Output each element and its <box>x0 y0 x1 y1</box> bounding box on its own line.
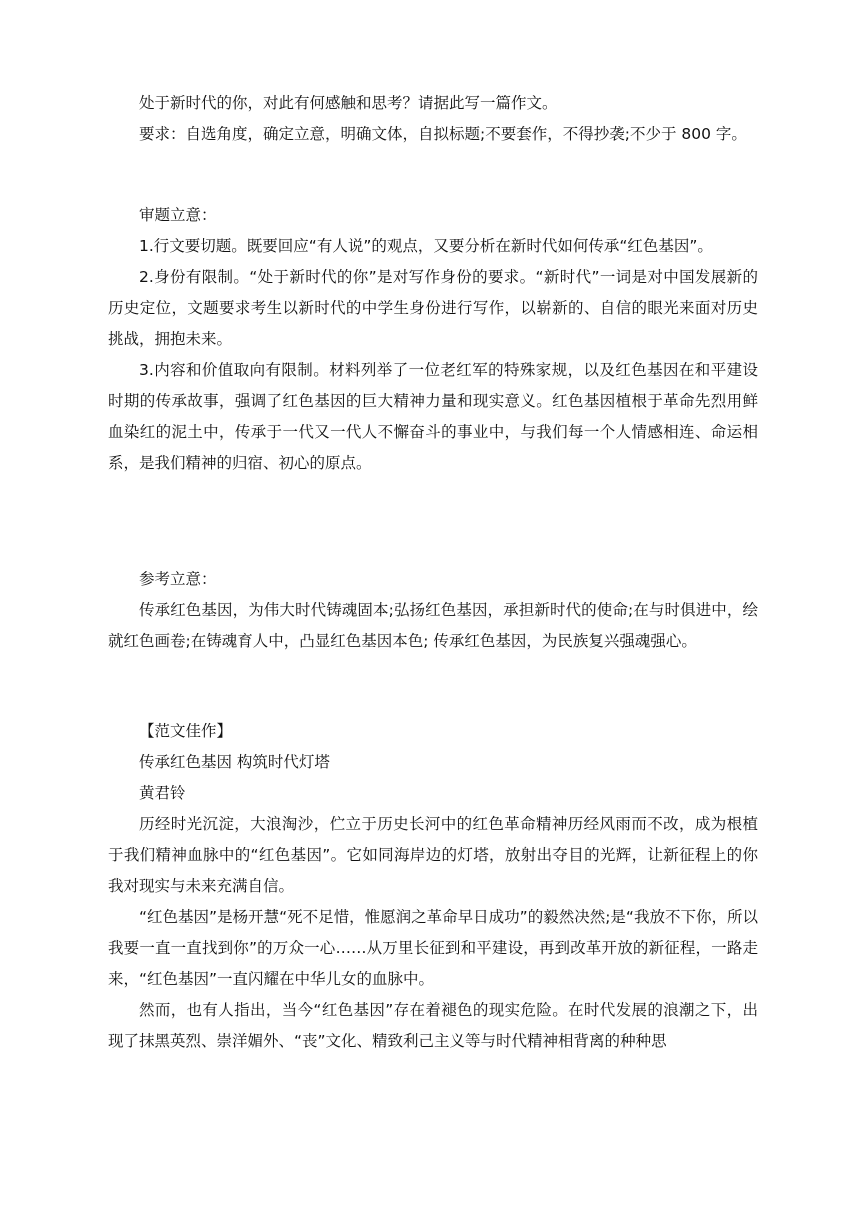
reference-heading: 参考立意： <box>139 570 217 588</box>
reference-block <box>108 564 758 657</box>
analysis-point-1: 1.行文要切题。既要回应“有人说”的观点，又要分析在新时代如何传承“红色基因”。 <box>139 237 713 255</box>
analysis-point-2: 2.身份有限制。“处于新时代的你”是对写作身份的要求。“新时代”一词是对中国发展新的历史定位，文题要求考生以新时代的中学生身份进行写作，以崭新的、自信的眼光来面对历史挑战，拥抱未来。 <box>108 268 758 348</box>
essay-title: 传承红色基因 构筑时代灯塔 <box>139 753 330 771</box>
analysis-heading: 审题立意： <box>139 206 217 224</box>
analysis-point-3: 3.内容和价值取向有限制。材料列举了一位老红军的特殊家规，以及红色基因在和平建设时期的传承故事，强调了红色基因的巨大精神力量和现实意义。红色基因植根于革命先烈用鲜血染红的泥土中，传承于一代又一代人不懈奋斗的事业中，与我们每一个人情感相连、命运相系，是我们精神的归宿、初心的原点。 <box>108 361 758 472</box>
prompt-block <box>108 88 758 150</box>
prompt-paragraph: 处于新时代的你，对此有何感触和思考？请据此写一篇作文。 <box>139 94 558 112</box>
essay-author: 黄君铃 <box>139 784 186 802</box>
analysis-block <box>108 200 758 479</box>
essay-section-heading: 【范文佳作】 <box>139 722 233 740</box>
requirements-paragraph: 要求：自选角度，确定立意，明确文体，自拟标题;不要套作，不得抄袭;不少于 800 字。 <box>139 125 747 143</box>
reference-paragraph: 传承红色基因，为伟大时代铸魂固本;弘扬红色基因，承担新时代的使命;在与时俱进中，绘就红色画卷;在铸魂育人中，凸显红色基因本色; 传承红色基因，为民族复兴强魂强心。 <box>108 601 758 650</box>
essay-paragraph-2: “红色基因”是杨开慧“死不足惜，惟愿润之革命早日成功”的毅然决然;是“我放不下你，所以我要一直一直找到你”的万众一心……从万里长征到和平建设，再到改革开放的新征程，一路走来，“红色基因”一直闪耀在中华儿女的血脉中。 <box>108 908 758 988</box>
essay-paragraph-1: 历经时光沉淀，大浪淘沙，伫立于历史长河中的红色革命精神历经风雨而不改，成为根植于我们精神血脉中的“红色基因”。它如同海岸边的灯塔，放射出夺目的光辉，让新征程上的你我对现实与未来充满自信。 <box>108 815 758 895</box>
essay-block <box>108 716 758 1057</box>
essay-paragraph-3: 然而，也有人指出，当今“红色基因”存在着褪色的现实危险。在时代发展的浪潮之下，出现了抹黑英烈、崇洋媚外、“丧”文化、精致利己主义等与时代精神相背离的种种思 <box>108 1001 758 1050</box>
